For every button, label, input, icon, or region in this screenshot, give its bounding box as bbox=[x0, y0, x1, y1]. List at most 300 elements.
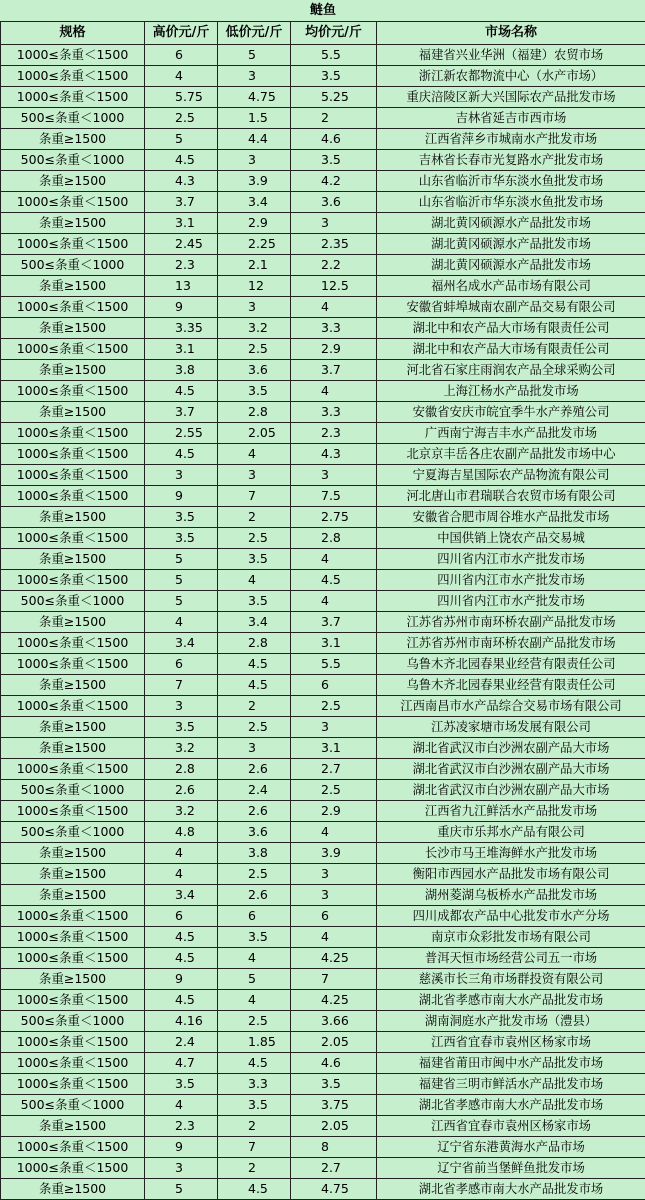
cell-market-name: 浙江新农都物流中心（水产市场） bbox=[377, 66, 645, 87]
cell-spec: 条重≥1500 bbox=[1, 675, 145, 696]
cell-spec: 1000≤条重＜1500 bbox=[1, 654, 145, 675]
cell-spec: 条重≥1500 bbox=[1, 717, 145, 738]
cell-spec: 条重≥1500 bbox=[1, 1179, 145, 1200]
cell-avg-price: 4.6 bbox=[291, 129, 377, 150]
cell-low-price: 3.6 bbox=[218, 360, 291, 381]
cell-avg-price: 2.5 bbox=[291, 780, 377, 801]
cell-high-price: 3.5 bbox=[145, 528, 218, 549]
cell-avg-price: 5.5 bbox=[291, 45, 377, 66]
cell-high-price: 3.2 bbox=[145, 801, 218, 822]
cell-low-price: 3 bbox=[218, 66, 291, 87]
cell-spec: 条重≥1500 bbox=[1, 276, 145, 297]
cell-high-price: 2.55 bbox=[145, 423, 218, 444]
cell-market-name: 北京京丰岳各庄农副产品批发市场中心 bbox=[377, 444, 645, 465]
cell-low-price: 12 bbox=[218, 276, 291, 297]
cell-avg-price: 2.7 bbox=[291, 759, 377, 780]
cell-high-price: 5.75 bbox=[145, 87, 218, 108]
cell-avg-price: 2.05 bbox=[291, 1032, 377, 1053]
table-row bbox=[1, 1053, 645, 1074]
cell-low-price: 2.6 bbox=[218, 885, 291, 906]
cell-avg-price: 4.25 bbox=[291, 948, 377, 969]
table-row bbox=[1, 45, 645, 66]
cell-avg-price: 4 bbox=[291, 927, 377, 948]
table-row bbox=[1, 129, 645, 150]
cell-avg-price: 2.9 bbox=[291, 801, 377, 822]
cell-spec: 1000≤条重＜1500 bbox=[1, 444, 145, 465]
cell-high-price: 3.1 bbox=[145, 339, 218, 360]
cell-low-price: 5 bbox=[218, 45, 291, 66]
cell-spec: 条重≥1500 bbox=[1, 549, 145, 570]
cell-low-price: 6 bbox=[218, 906, 291, 927]
cell-high-price: 5 bbox=[145, 1179, 218, 1200]
cell-low-price: 3.8 bbox=[218, 843, 291, 864]
cell-market-name: 四川省内江市水产批发市场 bbox=[377, 570, 645, 591]
cell-market-name: 慈溪市长三角市场群投资有限公司 bbox=[377, 969, 645, 990]
cell-spec: 1000≤条重＜1500 bbox=[1, 801, 145, 822]
cell-market-name: 长沙市马王堆海鲜水产批发市场 bbox=[377, 843, 645, 864]
cell-low-price: 3.4 bbox=[218, 612, 291, 633]
table-row bbox=[1, 1095, 645, 1116]
cell-avg-price: 3 bbox=[291, 864, 377, 885]
cell-avg-price: 4.75 bbox=[291, 1179, 377, 1200]
table-row bbox=[1, 486, 645, 507]
cell-low-price: 3.2 bbox=[218, 318, 291, 339]
table-row bbox=[1, 885, 645, 906]
cell-avg-price: 3 bbox=[291, 213, 377, 234]
table-row bbox=[1, 654, 645, 675]
cell-high-price: 3 bbox=[145, 1158, 218, 1179]
cell-spec: 1000≤条重＜1500 bbox=[1, 1158, 145, 1179]
header-high-price: 高价元/斤 bbox=[145, 22, 218, 45]
cell-spec: 条重≥1500 bbox=[1, 1116, 145, 1137]
cell-spec: 1000≤条重＜1500 bbox=[1, 1053, 145, 1074]
cell-low-price: 4.5 bbox=[218, 1053, 291, 1074]
table-row bbox=[1, 549, 645, 570]
table-row bbox=[1, 927, 645, 948]
cell-avg-price: 2.75 bbox=[291, 507, 377, 528]
cell-high-price: 9 bbox=[145, 969, 218, 990]
header-spec: 规格 bbox=[1, 22, 145, 45]
table-row bbox=[1, 801, 645, 822]
table-row bbox=[1, 591, 645, 612]
table-row bbox=[1, 192, 645, 213]
cell-low-price: 3 bbox=[218, 297, 291, 318]
title-row bbox=[1, 0, 645, 22]
cell-high-price: 2.4 bbox=[145, 1032, 218, 1053]
cell-spec: 1000≤条重＜1500 bbox=[1, 297, 145, 318]
cell-high-price: 2.45 bbox=[145, 234, 218, 255]
table-row bbox=[1, 339, 645, 360]
table-row bbox=[1, 1179, 645, 1200]
cell-low-price: 2 bbox=[218, 507, 291, 528]
cell-low-price: 2.8 bbox=[218, 402, 291, 423]
cell-market-name: 湖北中和农产品大市场有限责任公司 bbox=[377, 318, 645, 339]
cell-avg-price: 2.9 bbox=[291, 339, 377, 360]
table-row bbox=[1, 906, 645, 927]
table-row bbox=[1, 87, 645, 108]
table-row bbox=[1, 507, 645, 528]
cell-high-price: 2.3 bbox=[145, 1116, 218, 1137]
cell-market-name: 辽宁省前当堡鲜鱼批发市场 bbox=[377, 1158, 645, 1179]
cell-avg-price: 2.2 bbox=[291, 255, 377, 276]
cell-market-name: 湖北中和农产品大市场有限责任公司 bbox=[377, 339, 645, 360]
cell-market-name: 江苏省苏州市南环桥农副产品批发市场 bbox=[377, 633, 645, 654]
cell-market-name: 福建省莆田市闽中水产品批发市场 bbox=[377, 1053, 645, 1074]
cell-avg-price: 4 bbox=[291, 591, 377, 612]
table-row bbox=[1, 864, 645, 885]
cell-market-name: 湖北省武汉市白沙洲农副产品大市场 bbox=[377, 759, 645, 780]
cell-avg-price: 7.5 bbox=[291, 486, 377, 507]
cell-high-price: 3.5 bbox=[145, 1074, 218, 1095]
cell-high-price: 2.5 bbox=[145, 108, 218, 129]
cell-high-price: 2.3 bbox=[145, 255, 218, 276]
cell-market-name: 河北省石家庄雨润农产品全球采购公司 bbox=[377, 360, 645, 381]
cell-high-price: 5 bbox=[145, 591, 218, 612]
cell-spec: 1000≤条重＜1500 bbox=[1, 192, 145, 213]
cell-market-name: 江苏凌家塘市场发展有限公司 bbox=[377, 717, 645, 738]
cell-spec: 条重≥1500 bbox=[1, 885, 145, 906]
cell-market-name: 湖北黄冈硕源水产品批发市场 bbox=[377, 213, 645, 234]
header-row bbox=[1, 22, 645, 45]
cell-spec: 1000≤条重＜1500 bbox=[1, 927, 145, 948]
cell-high-price: 5 bbox=[145, 549, 218, 570]
table-row bbox=[1, 360, 645, 381]
cell-low-price: 2.6 bbox=[218, 759, 291, 780]
cell-market-name: 四川省内江市水产批发市场 bbox=[377, 549, 645, 570]
cell-spec: 1000≤条重＜1500 bbox=[1, 906, 145, 927]
cell-high-price: 4.5 bbox=[145, 990, 218, 1011]
cell-avg-price: 3.5 bbox=[291, 150, 377, 171]
cell-market-name: 宁夏海吉星国际农产品物流有限公司 bbox=[377, 465, 645, 486]
cell-market-name: 辽宁省东港黄海水产品市场 bbox=[377, 1137, 645, 1158]
cell-market-name: 湖州菱湖乌板桥水产品批发市场 bbox=[377, 885, 645, 906]
cell-avg-price: 4.6 bbox=[291, 1053, 377, 1074]
cell-low-price: 4.5 bbox=[218, 675, 291, 696]
cell-avg-price: 5.25 bbox=[291, 87, 377, 108]
cell-spec: 1000≤条重＜1500 bbox=[1, 759, 145, 780]
cell-market-name: 重庆涪陵区新大兴国际农产品批发市场 bbox=[377, 87, 645, 108]
cell-high-price: 5 bbox=[145, 129, 218, 150]
cell-high-price: 5 bbox=[145, 570, 218, 591]
cell-market-name: 福建省三明市鲜活水产品批发市场 bbox=[377, 1074, 645, 1095]
cell-low-price: 4 bbox=[218, 948, 291, 969]
cell-low-price: 3.5 bbox=[218, 381, 291, 402]
cell-avg-price: 2.3 bbox=[291, 423, 377, 444]
cell-low-price: 2 bbox=[218, 1116, 291, 1137]
cell-market-name: 湖北省孝感市南大水产品批发市场 bbox=[377, 1179, 645, 1200]
cell-avg-price: 4 bbox=[291, 297, 377, 318]
cell-low-price: 3.5 bbox=[218, 591, 291, 612]
cell-low-price: 2.9 bbox=[218, 213, 291, 234]
header-market-name: 市场名称 bbox=[377, 22, 645, 45]
cell-low-price: 7 bbox=[218, 486, 291, 507]
cell-market-name: 河北唐山市君瑞联合农贸市场有限公司 bbox=[377, 486, 645, 507]
table-row bbox=[1, 969, 645, 990]
cell-high-price: 4.8 bbox=[145, 822, 218, 843]
cell-low-price: 4 bbox=[218, 444, 291, 465]
cell-spec: 条重≥1500 bbox=[1, 360, 145, 381]
cell-low-price: 3 bbox=[218, 150, 291, 171]
cell-spec: 1000≤条重＜1500 bbox=[1, 339, 145, 360]
cell-high-price: 7 bbox=[145, 675, 218, 696]
table-row bbox=[1, 948, 645, 969]
table-row bbox=[1, 465, 645, 486]
cell-high-price: 6 bbox=[145, 906, 218, 927]
cell-avg-price: 2.7 bbox=[291, 1158, 377, 1179]
cell-high-price: 6 bbox=[145, 45, 218, 66]
cell-spec: 500≤条重＜1000 bbox=[1, 780, 145, 801]
cell-avg-price: 4 bbox=[291, 381, 377, 402]
cell-spec: 1000≤条重＜1500 bbox=[1, 990, 145, 1011]
cell-market-name: 乌鲁木齐北园春果业经营有限责任公司 bbox=[377, 654, 645, 675]
cell-market-name: 湖北省武汉市白沙洲农副产品大市场 bbox=[377, 738, 645, 759]
cell-spec: 1000≤条重＜1500 bbox=[1, 486, 145, 507]
cell-spec: 1000≤条重＜1500 bbox=[1, 381, 145, 402]
cell-avg-price: 3.7 bbox=[291, 360, 377, 381]
cell-high-price: 3.7 bbox=[145, 402, 218, 423]
cell-avg-price: 4 bbox=[291, 549, 377, 570]
cell-high-price: 9 bbox=[145, 1137, 218, 1158]
cell-high-price: 4.5 bbox=[145, 927, 218, 948]
cell-avg-price: 3.3 bbox=[291, 318, 377, 339]
cell-low-price: 1.5 bbox=[218, 108, 291, 129]
cell-market-name: 四川成都农产品中心批发市水产分场 bbox=[377, 906, 645, 927]
table-row bbox=[1, 66, 645, 87]
cell-spec: 条重≥1500 bbox=[1, 843, 145, 864]
cell-avg-price: 3.6 bbox=[291, 192, 377, 213]
table-row bbox=[1, 213, 645, 234]
cell-spec: 1000≤条重＜1500 bbox=[1, 87, 145, 108]
table-row bbox=[1, 402, 645, 423]
cell-high-price: 4 bbox=[145, 1095, 218, 1116]
cell-spec: 1000≤条重＜1500 bbox=[1, 528, 145, 549]
cell-low-price: 3.5 bbox=[218, 1095, 291, 1116]
cell-spec: 500≤条重＜1000 bbox=[1, 1011, 145, 1032]
cell-market-name: 安徽省合肥市周谷堆水产品批发市场 bbox=[377, 507, 645, 528]
cell-low-price: 1.85 bbox=[218, 1032, 291, 1053]
cell-spec: 500≤条重＜1000 bbox=[1, 255, 145, 276]
cell-low-price: 3.6 bbox=[218, 822, 291, 843]
table-row bbox=[1, 276, 645, 297]
cell-high-price: 4 bbox=[145, 66, 218, 87]
cell-avg-price: 3.1 bbox=[291, 738, 377, 759]
cell-high-price: 3.4 bbox=[145, 633, 218, 654]
cell-spec: 1000≤条重＜1500 bbox=[1, 1074, 145, 1095]
cell-spec: 1000≤条重＜1500 bbox=[1, 234, 145, 255]
cell-low-price: 4.5 bbox=[218, 1179, 291, 1200]
cell-spec: 条重≥1500 bbox=[1, 738, 145, 759]
cell-avg-price: 3.75 bbox=[291, 1095, 377, 1116]
table-row bbox=[1, 528, 645, 549]
table-row bbox=[1, 318, 645, 339]
cell-market-name: 南京市众彩批发市场有限公司 bbox=[377, 927, 645, 948]
table-row bbox=[1, 675, 645, 696]
cell-spec: 1000≤条重＜1500 bbox=[1, 696, 145, 717]
cell-spec: 1000≤条重＜1500 bbox=[1, 45, 145, 66]
cell-low-price: 2.5 bbox=[218, 528, 291, 549]
cell-high-price: 3 bbox=[145, 696, 218, 717]
cell-high-price: 4.5 bbox=[145, 948, 218, 969]
cell-spec: 条重≥1500 bbox=[1, 612, 145, 633]
table-row bbox=[1, 1074, 645, 1095]
table-row bbox=[1, 297, 645, 318]
cell-high-price: 4.7 bbox=[145, 1053, 218, 1074]
cell-spec: 1000≤条重＜1500 bbox=[1, 570, 145, 591]
cell-market-name: 中国供销上饶农产品交易城 bbox=[377, 528, 645, 549]
table-row bbox=[1, 1032, 645, 1053]
cell-avg-price: 3 bbox=[291, 465, 377, 486]
cell-high-price: 2.6 bbox=[145, 780, 218, 801]
cell-low-price: 2.5 bbox=[218, 864, 291, 885]
cell-spec: 条重≥1500 bbox=[1, 129, 145, 150]
cell-market-name: 上海江杨水产品批发市场 bbox=[377, 381, 645, 402]
cell-avg-price: 6 bbox=[291, 906, 377, 927]
cell-high-price: 9 bbox=[145, 486, 218, 507]
table-row bbox=[1, 1116, 645, 1137]
cell-low-price: 2.4 bbox=[218, 780, 291, 801]
cell-low-price: 4 bbox=[218, 570, 291, 591]
cell-low-price: 4.5 bbox=[218, 654, 291, 675]
cell-low-price: 2 bbox=[218, 696, 291, 717]
header-low-price: 低价元/斤 bbox=[218, 22, 291, 45]
cell-high-price: 3.35 bbox=[145, 318, 218, 339]
cell-spec: 1000≤条重＜1500 bbox=[1, 66, 145, 87]
cell-avg-price: 3.9 bbox=[291, 843, 377, 864]
cell-spec: 500≤条重＜1000 bbox=[1, 591, 145, 612]
cell-market-name: 福建省兴业华洲（福建）农贸市场 bbox=[377, 45, 645, 66]
table-row bbox=[1, 444, 645, 465]
table-row bbox=[1, 1137, 645, 1158]
table-row bbox=[1, 633, 645, 654]
cell-avg-price: 3.1 bbox=[291, 633, 377, 654]
cell-low-price: 2.05 bbox=[218, 423, 291, 444]
cell-market-name: 重庆市乐邦水产品有限公司 bbox=[377, 822, 645, 843]
cell-spec: 条重≥1500 bbox=[1, 402, 145, 423]
cell-market-name: 福州名成水产品市场有限公司 bbox=[377, 276, 645, 297]
cell-market-name: 普洱天恒市场经营公司五一市场 bbox=[377, 948, 645, 969]
table-row bbox=[1, 759, 645, 780]
table-title: 鲢鱼 bbox=[1, 0, 645, 22]
cell-avg-price: 7 bbox=[291, 969, 377, 990]
cell-market-name: 湖北省孝感市南大水产品批发市场 bbox=[377, 1095, 645, 1116]
cell-low-price: 3 bbox=[218, 465, 291, 486]
cell-low-price: 2.5 bbox=[218, 717, 291, 738]
cell-avg-price: 4.5 bbox=[291, 570, 377, 591]
cell-market-name: 江西省宜春市袁州区杨家市场 bbox=[377, 1032, 645, 1053]
cell-low-price: 2.5 bbox=[218, 339, 291, 360]
cell-market-name: 湖北黄冈硕源水产品批发市场 bbox=[377, 255, 645, 276]
table-row bbox=[1, 255, 645, 276]
cell-low-price: 3.9 bbox=[218, 171, 291, 192]
cell-low-price: 3.5 bbox=[218, 927, 291, 948]
cell-avg-price: 4 bbox=[291, 822, 377, 843]
cell-market-name: 江苏省苏州市南环桥农副产品批发市场 bbox=[377, 612, 645, 633]
table-row bbox=[1, 171, 645, 192]
cell-low-price: 4.75 bbox=[218, 87, 291, 108]
cell-market-name: 山东省临沂市华东淡水鱼批发市场 bbox=[377, 171, 645, 192]
cell-spec: 条重≥1500 bbox=[1, 318, 145, 339]
table-row bbox=[1, 423, 645, 444]
table-row bbox=[1, 717, 645, 738]
cell-avg-price: 3.5 bbox=[291, 1074, 377, 1095]
table-row bbox=[1, 990, 645, 1011]
table-row bbox=[1, 570, 645, 591]
cell-high-price: 4.3 bbox=[145, 171, 218, 192]
cell-spec: 1000≤条重＜1500 bbox=[1, 465, 145, 486]
cell-spec: 500≤条重＜1000 bbox=[1, 108, 145, 129]
cell-low-price: 3.5 bbox=[218, 549, 291, 570]
cell-high-price: 4.5 bbox=[145, 444, 218, 465]
cell-market-name: 四川省内江市水产批发市场 bbox=[377, 591, 645, 612]
cell-spec: 1000≤条重＜1500 bbox=[1, 633, 145, 654]
cell-avg-price: 4.3 bbox=[291, 444, 377, 465]
cell-low-price: 2.5 bbox=[218, 1011, 291, 1032]
cell-spec: 1000≤条重＜1500 bbox=[1, 1137, 145, 1158]
cell-avg-price: 3.5 bbox=[291, 66, 377, 87]
header-avg-price: 均价元/斤 bbox=[291, 22, 377, 45]
cell-avg-price: 2.05 bbox=[291, 1116, 377, 1137]
cell-avg-price: 5.5 bbox=[291, 654, 377, 675]
cell-high-price: 9 bbox=[145, 297, 218, 318]
cell-market-name: 江西省九江鲜活水产品批发市场 bbox=[377, 801, 645, 822]
cell-high-price: 4.5 bbox=[145, 150, 218, 171]
table-row bbox=[1, 381, 645, 402]
cell-avg-price: 4.2 bbox=[291, 171, 377, 192]
cell-spec: 1000≤条重＜1500 bbox=[1, 423, 145, 444]
cell-low-price: 4.4 bbox=[218, 129, 291, 150]
cell-market-name: 江西省宜春市袁州区杨家市场 bbox=[377, 1116, 645, 1137]
cell-market-name: 安徽省安庆市皖宜季牛水产养殖公司 bbox=[377, 402, 645, 423]
table-row bbox=[1, 780, 645, 801]
table-row bbox=[1, 234, 645, 255]
table-row bbox=[1, 612, 645, 633]
cell-high-price: 2.8 bbox=[145, 759, 218, 780]
cell-market-name: 安徽省蚌埠城南农副产品交易有限公司 bbox=[377, 297, 645, 318]
cell-low-price: 2.1 bbox=[218, 255, 291, 276]
cell-spec: 条重≥1500 bbox=[1, 507, 145, 528]
cell-high-price: 3.4 bbox=[145, 885, 218, 906]
cell-low-price: 5 bbox=[218, 969, 291, 990]
cell-high-price: 4 bbox=[145, 864, 218, 885]
cell-high-price: 13 bbox=[145, 276, 218, 297]
cell-avg-price: 3.3 bbox=[291, 402, 377, 423]
cell-high-price: 4 bbox=[145, 612, 218, 633]
cell-avg-price: 2.35 bbox=[291, 234, 377, 255]
cell-high-price: 3.5 bbox=[145, 507, 218, 528]
cell-high-price: 3.5 bbox=[145, 717, 218, 738]
cell-high-price: 4 bbox=[145, 843, 218, 864]
cell-market-name: 湖北省孝感市南大水产品批发市场 bbox=[377, 990, 645, 1011]
table-row bbox=[1, 1158, 645, 1179]
cell-low-price: 3.4 bbox=[218, 192, 291, 213]
cell-avg-price: 8 bbox=[291, 1137, 377, 1158]
cell-market-name: 江西省萍乡市城南水产批发市场 bbox=[377, 129, 645, 150]
table-row bbox=[1, 696, 645, 717]
cell-market-name: 江西南昌市水产品综合交易市场有限公司 bbox=[377, 696, 645, 717]
cell-high-price: 3.8 bbox=[145, 360, 218, 381]
cell-market-name: 乌鲁木齐北园春果业经营有限责任公司 bbox=[377, 675, 645, 696]
cell-low-price: 2.8 bbox=[218, 633, 291, 654]
table-row bbox=[1, 150, 645, 171]
cell-low-price: 2.6 bbox=[218, 801, 291, 822]
cell-high-price: 3 bbox=[145, 465, 218, 486]
cell-market-name: 湖南洞庭水产批发市场（澧县） bbox=[377, 1011, 645, 1032]
table-row bbox=[1, 843, 645, 864]
cell-high-price: 3.7 bbox=[145, 192, 218, 213]
cell-high-price: 4.16 bbox=[145, 1011, 218, 1032]
cell-spec: 500≤条重＜1000 bbox=[1, 150, 145, 171]
cell-avg-price: 3.66 bbox=[291, 1011, 377, 1032]
